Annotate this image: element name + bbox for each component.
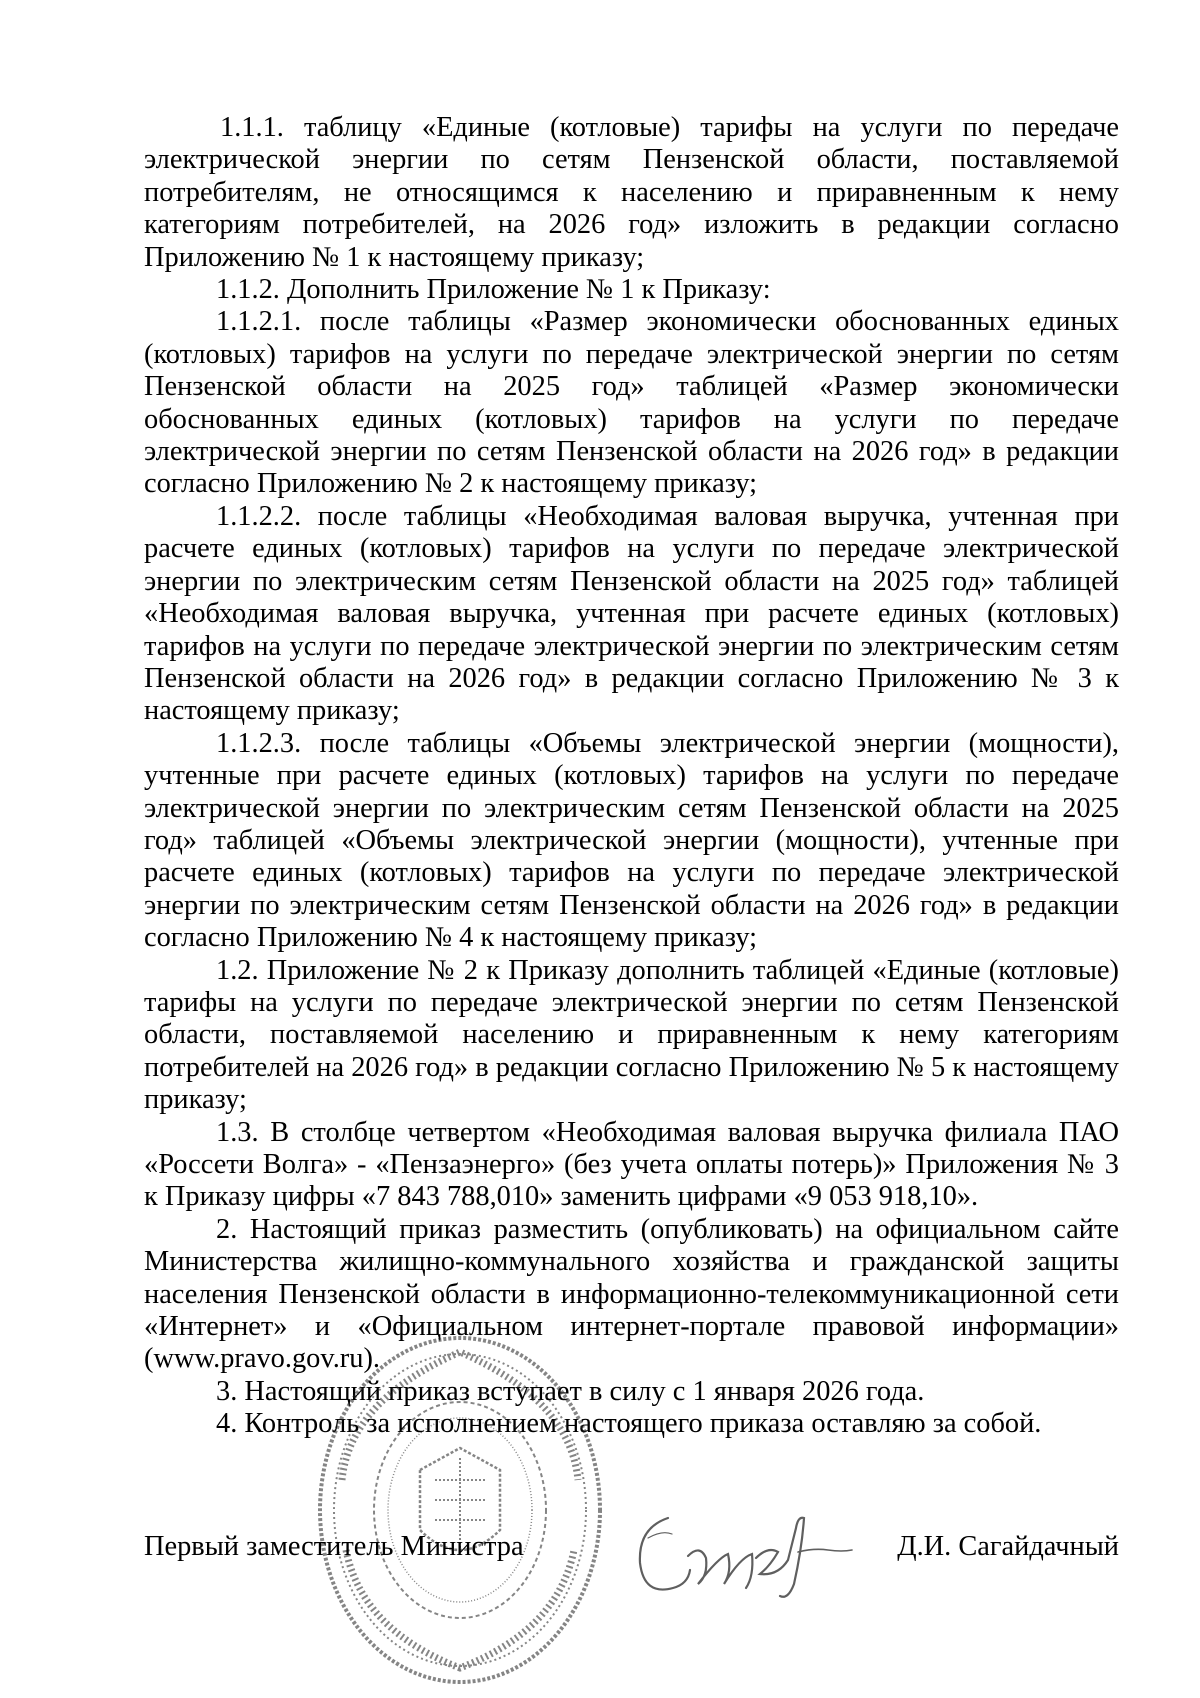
order-body [144,112,1119,1441]
paragraph-1-2: 1.2. Приложение № 2 к Приказу дополнить таблицей «Единые (котловые) тарифы на услуги по передаче электрической энергии по сетям Пензенской области, поставляемой населению и приравненным к нему категориям потребителей на 2026 год» в редакции согласно Приложению № 5 к настоящему приказу; [144,954,1119,1116]
signatory-title: Первый заместитель Министра [144,1531,524,1562]
paragraph-1-1-2: 1.1.2. Дополнить Приложение № 1 к Приказу: [216,274,771,306]
official-seal [310,1330,610,1690]
paragraph-4: 4. Контроль за исполнением настоящего приказа оставляю за собой. [216,1408,1042,1440]
signature-block [144,1531,1119,1567]
signatory-name: Д.И. Сагайдачный [897,1531,1119,1562]
paragraph-1-1-2-3: 1.1.2.3. после таблицы «Объемы электрической энергии (мощности), учтенные при расчете единых (котловых) тарифов на услуги по передаче электрической энергии по электрическим сетям Пензенской области на 2025 год» таблицей «Объемы электрической энергии (мощности), учтенные при расчете единых (котловых) тарифов на услуги по передаче электрической энергии по электрическим сетям Пензенской области на 2026 год» в редакции согласно Приложению № 4 к настоящему приказу; [144,727,1119,954]
paragraph-2: 2. Настоящий приказ разместить (опубликовать) на официальном сайте Министерства жилищно-коммунального хозяйства и гражданской защиты населения Пензенской области в информационно-телекоммуникационной сети «Интернет» и «Официальном интернет-портале правовой информации» (www.pravo.gov.ru). [144,1213,1119,1375]
paragraph-1-1-1: 1.1.1. таблицу «Единые (котловые) тарифы на услуги по передаче электрической энергии по сетям Пензенской области, поставляемой потребителям, не относящимся к населению и приравненным к нему категориям потребителей, на 2026 год» изложить в редакции согласно Приложению № 1 к настоящему приказу; [144,112,1119,273]
paragraph-1-3: 1.3. В столбце четвертом «Необходимая валовая выручка филиала ПАО «Россети Волга» - «Пензаэнерго» (без учета оплаты потерь)» Приложения № 3 к Приказу цифры «7 843 788,010» заменить цифрами «9 053 918,10». [144,1116,1119,1213]
paragraph-3: 3. Настоящий приказ вступает в силу с 1 января 2026 года. [216,1375,925,1407]
paragraph-1-1-2-2: 1.1.2.2. после таблицы «Необходимая валовая выручка, учтенная при расчете единых (котловых) тарифов на услуги по передаче электрической энергии по электрическим сетям Пензенской области на 2025 год» таблицей «Необходимая валовая выручка, учтенная при расчете единых (котловых) тарифов на услуги по передаче электрической энергии по электрическим сетям Пензенской области на 2026 год» в редакции согласно Приложению № 3 к настоящему приказу; [144,500,1119,727]
paragraph-1-1-2-1: 1.1.2.1. после таблицы «Размер экономически обоснованных единых (котловых) тарифов на услуги по передаче электрической энергии по сетям Пензенской области на 2025 год» таблицей «Размер экономически обоснованных единых (котловых) тарифов на услуги по передаче электрической энергии по сетям Пензенской области на 2026 год» в редакции согласно Приложению № 2 к настоящему приказу; [144,306,1119,500]
